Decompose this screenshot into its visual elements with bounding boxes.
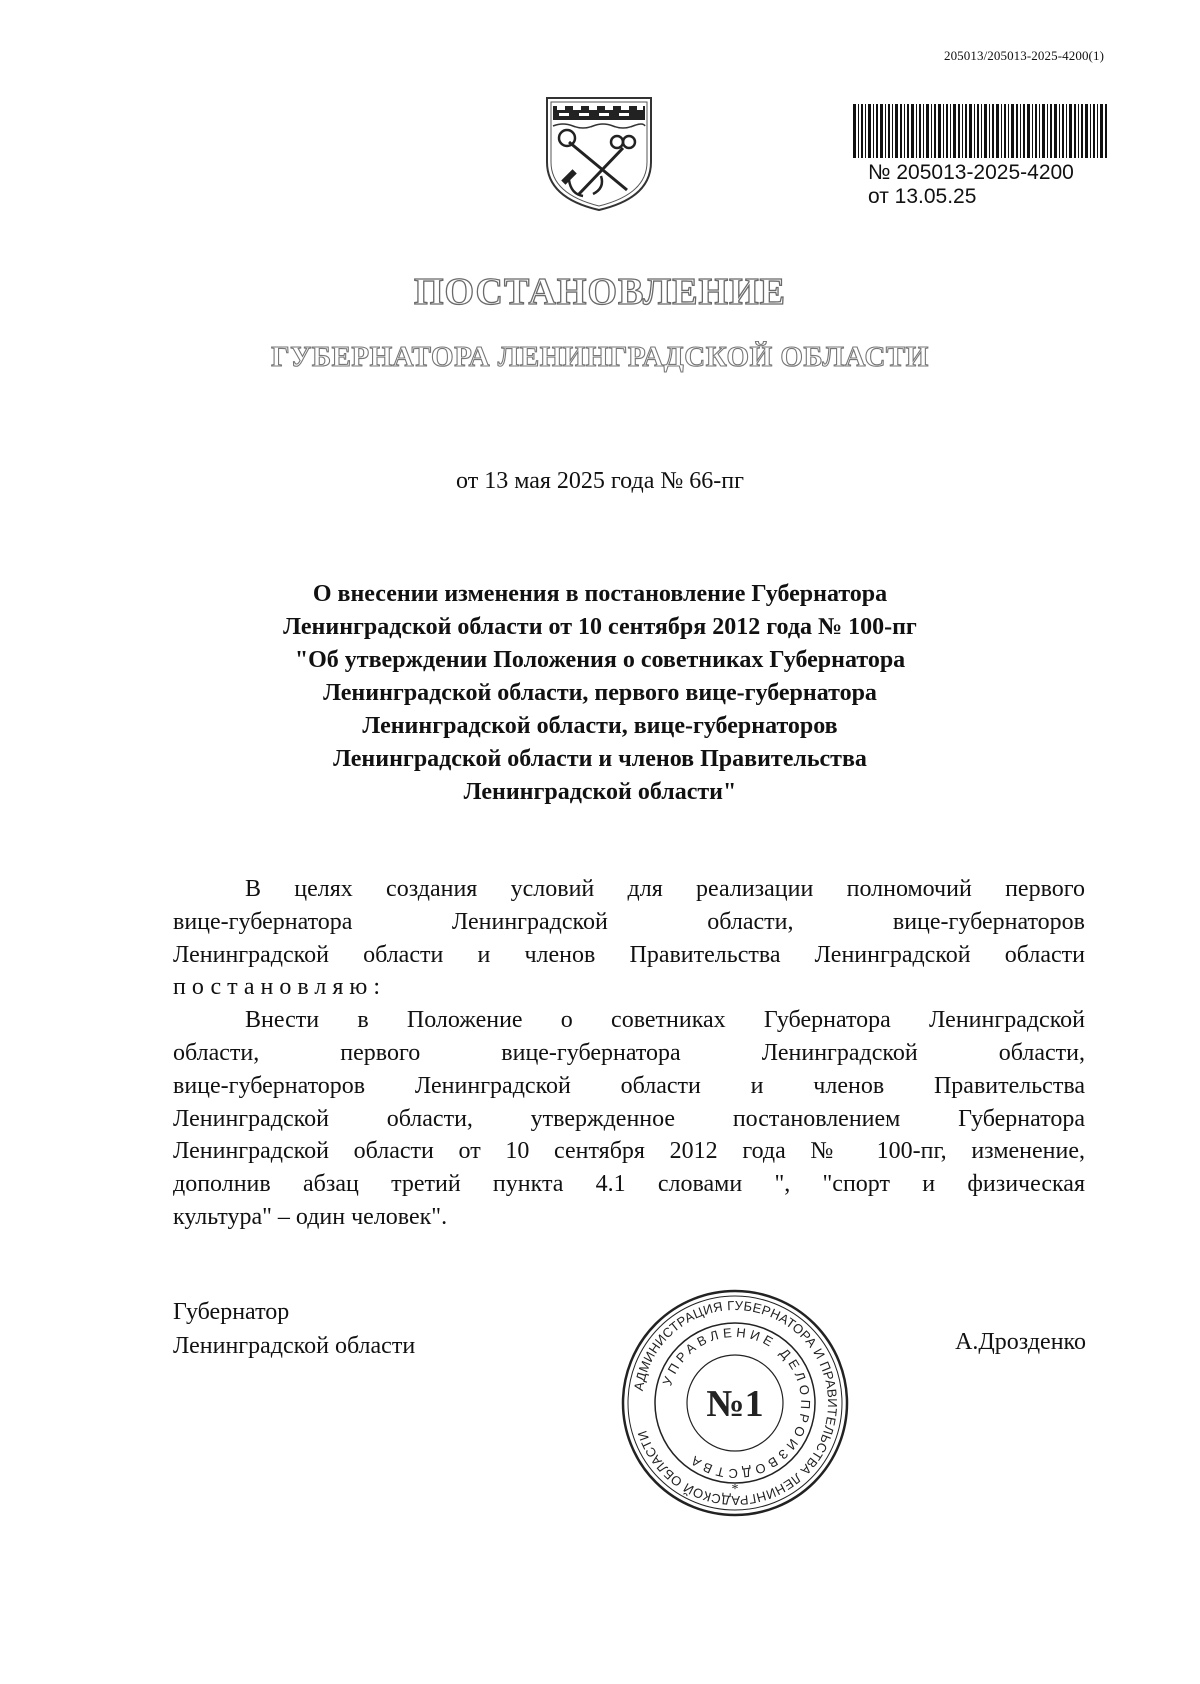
heading-line: Ленинградской области от 10 сентября 2012 года № 100-пг	[283, 614, 917, 640]
heading-line: О внесении изменения в постановление Губернатора	[312, 581, 888, 607]
body-line: Ленинградской области от 10 сентября 2012 года № 100-пг, изменение,	[173, 1138, 1085, 1165]
position-line: Ленинградской области	[173, 1333, 416, 1359]
heading-line: Ленинградской области, первого вице-губернатора	[323, 680, 877, 706]
body-line: области, первого вице-губернатора Ленинградской области,	[173, 1039, 1085, 1066]
document-body	[173, 873, 1085, 1234]
document-heading	[200, 578, 1000, 809]
seal-inner-text: УПРАВЛЕНИЕ ДЕЛОПРОИЗВОДСТВА	[659, 1324, 814, 1482]
body-line: вице-губернатора Ленинградской области, вице-губернаторов	[173, 908, 1085, 935]
document-date: от 13 мая 2025 года № 66-пг	[456, 468, 744, 494]
heading-line: Ленинградской области и членов Правительства	[333, 746, 867, 772]
document-id: 205013/205013-2025-4200(1)	[943, 48, 1104, 63]
seal-center-number: №1	[706, 1383, 764, 1425]
position-line: Губернатор	[173, 1299, 290, 1325]
body-line: В целях создания условий для реализации полномочий первого	[245, 876, 1085, 902]
resolve-word: постановляю:	[173, 974, 386, 1001]
body-line: вице-губернаторов Ленинградской области и членов Правительства	[173, 1072, 1085, 1099]
registration-date: от 13.05.25	[868, 185, 977, 208]
seal-outer-text: АДМИНИСТРАЦИЯ ГУБЕРНАТОРА И ПРАВИТЕЛЬСТВА ЛЕНИНГРАДСКОЙ ОБЛАСТИ	[630, 1297, 841, 1509]
body-line: Ленинградской области, утвержденное постановлением Губернатора	[173, 1105, 1085, 1132]
body-line: дополнив абзац третий пункта 4.1 словами ", "спорт и физическая	[173, 1171, 1085, 1198]
heading-line: Ленинградской области"	[463, 779, 737, 805]
document-title: ПОСТАНОВЛЕНИЕ	[413, 271, 787, 313]
barcode	[853, 104, 1107, 158]
seal-star-icon: *	[731, 1482, 739, 1497]
document-subtitle: ГУБЕРНАТОРА ЛЕНИНГРАДСКОЙ ОБЛАСТИ	[271, 341, 929, 373]
official-seal-stamp	[615, 1283, 855, 1523]
registration-number: № 205013-2025-4200	[868, 161, 1074, 184]
heading-line: "Об утверждении Положения о советниках Губернатора	[294, 647, 906, 673]
body-line: Внести в Положение о советниках Губернатора Ленинградской	[245, 1007, 1085, 1034]
body-line: Ленинградской области и членов Правительства Ленинградской области	[173, 941, 1085, 968]
signatory-position	[173, 1295, 415, 1363]
body-line: культура" – один человек".	[173, 1203, 448, 1230]
registration-stamp	[868, 161, 1074, 209]
signatory-name: А.Дрозденко	[955, 1329, 1086, 1355]
coat-of-arms-emblem	[539, 90, 659, 215]
heading-line: Ленинградской области, вице-губернаторов	[362, 713, 838, 739]
